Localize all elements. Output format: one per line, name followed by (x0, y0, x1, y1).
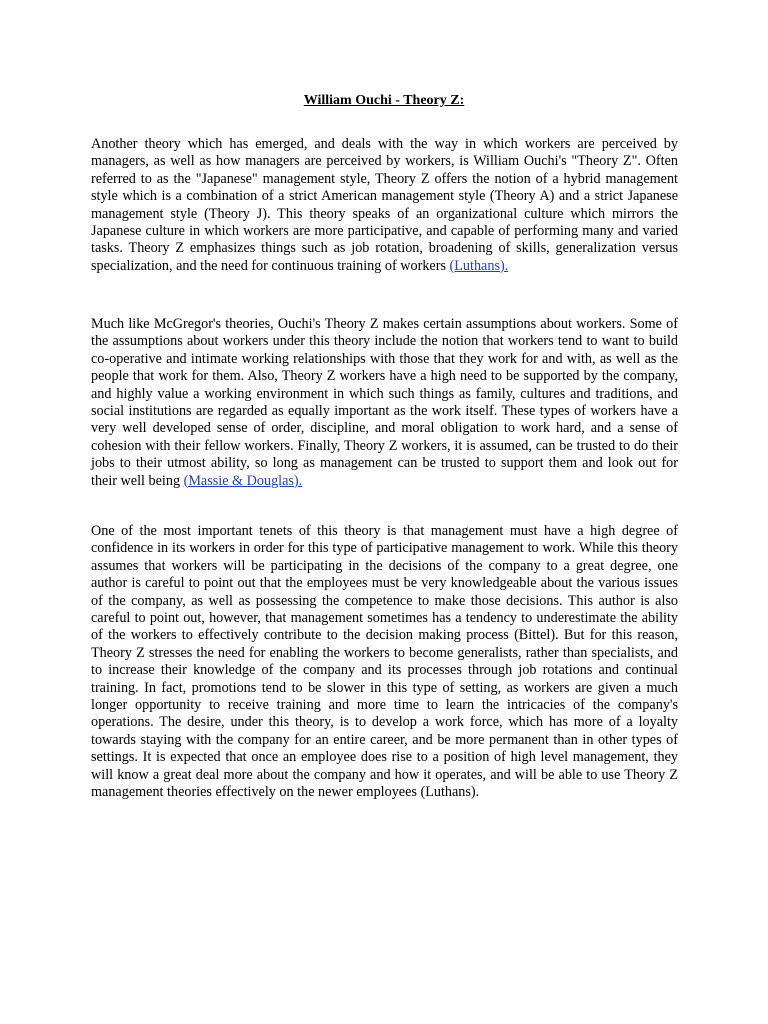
paragraph-2-text: Much like McGregor's theories, Ouchi's Theory Z makes certain assumptions about workers. Some of the assumptions about workers under this theory include the notion that workers tend to want to build co-operative and intimate working relationships with those that they work for and with, as well as the people that work for them. Also, Theory Z workers have a high need to be supported by the company, and highly value a working environment in which such things as family, cultures and traditions, and social institutions are regarded as equally important as the work itself. These types of workers have a very well developed sense of order, discipline, and moral obligation to work hard, and a sense of cohesion with their fellow workers. Finally, Theory Z workers, it is assumed, can be trusted to do their jobs to their utmost ability, so long as management can be trusted to support them and look out for their well being (91, 316, 678, 489)
paragraph-2 (91, 316, 678, 490)
citation-link-luthans[interactable]: (Luthans). (449, 257, 509, 274)
paragraph-3-text: One of the most important tenets of this theory is that management must have a high degree of confidence in its workers in order for this type of participative management to work. While this theory assumes that workers will be participating in the decisions of the company to a great degree, one author is careful to point out that the employees must be very knowledgeable about the various issues of the company, as well as possessing the competence to make those decisions. This author is also careful to point out, however, that management sometimes has a tendency to underestimate the ability of the workers to effectively contribute to the decision making process (Bittel). But for this reason, Theory Z stresses the need for enabling the workers to become generalists, rather than specialists, and to increase their knowledge of the company and its processes through job rotations and continual training. In fact, promotions tend to be slower in this type of setting, as workers are given a much longer opportunity to receive training and more time to learn the intricacies of the company's operations. The desire, under this theory, is to develop a work force, which has more of a loyalty towards staying with the company for an entire career, and be more permanent than in other types of settings. It is expected that once an employee does rise to a position of high level management, they will know a great deal more about the company and how it operates, and will be able to use Theory Z management theories effectively on the newer employees (Luthans). (91, 523, 678, 801)
document-title: William Ouchi - Theory Z: (303, 93, 465, 108)
paragraph-3 (91, 523, 678, 802)
paragraph-1-text: Another theory which has emerged, and deals with the way in which workers are perceived by managers, as well as how managers are perceived by workers, is William Ouchi's "Theory Z". Often referred to as the "Japanese" management style, Theory Z offers the notion of a hybrid management style which is a combination of a strict American management style (Theory A) and a strict Japanese management style (Theory J). This theory speaks of an organizational culture which mirrors the Japanese culture in which workers are more participative, and capable of performing many and varied tasks. Theory Z emphasizes things such as job rotation, broadening of skills, generalization versus specialization, and the need for continuous training of workers (91, 136, 678, 274)
citation-link-massie-douglas[interactable]: (Massie & Douglas). (183, 472, 303, 489)
paragraph-1 (91, 136, 678, 275)
